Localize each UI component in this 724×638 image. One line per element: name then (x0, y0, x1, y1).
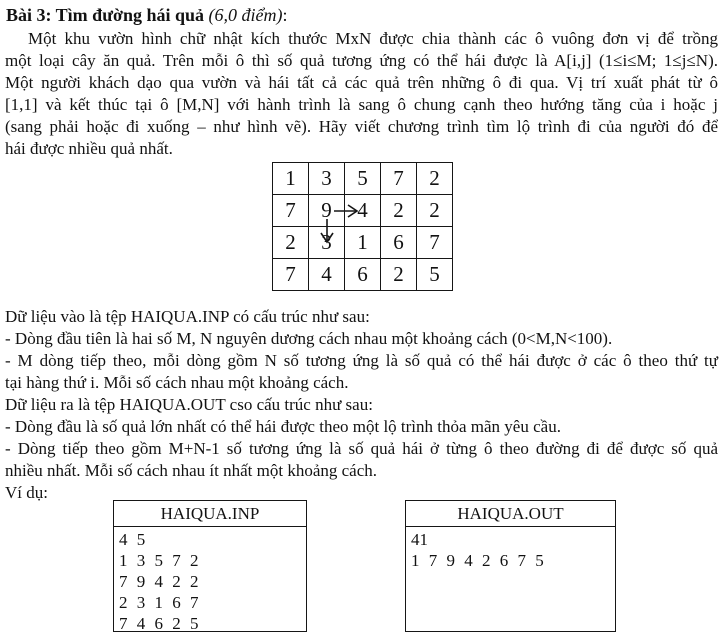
grid-cell: 2 (417, 195, 453, 227)
text-line: (sang phải hoặc đi xuống – như hình vẽ). Hãy viết chương trình tìm lộ trình đi của người đó để (5, 117, 718, 136)
grid-row (273, 195, 453, 227)
text-line: 41 (411, 530, 428, 549)
text-line: Một khu vườn hình chữ nhật kích thước MxN được chia thành các ô vuông đơn vị để trồng (28, 29, 718, 48)
grid-cell: 4 (309, 259, 345, 291)
grid-cell: 4 (345, 195, 381, 227)
out-box-title: HAIQUA.OUT (406, 501, 615, 527)
text-line: 4 5 (119, 530, 146, 549)
text-line: Dữ liệu ra là tệp HAIQUA.OUT cso cấu trúc như sau: (5, 395, 373, 414)
grid-row (273, 259, 453, 291)
text-line: 1 7 9 4 2 6 7 5 (411, 551, 544, 570)
title-bold-text: Bài 3: Tìm đường hái quả (6, 5, 209, 25)
text-line: - Dòng đầu tiên là hai số M, N nguyên dương cách nhau một khoảng cách (0<M,N<100). (5, 329, 613, 348)
out-box (405, 500, 616, 632)
grid-cell: 3 (309, 163, 345, 195)
text-line: - Dòng tiếp theo gồm M+N-1 số tương ứng là số quả hái ở từng ô theo đường đi để được số quả (5, 439, 718, 458)
text-line: 7 9 4 2 2 (119, 572, 199, 591)
grid-row (273, 227, 453, 259)
text-line: một loại cây ăn quả. Trên mỗi ô thì số quả tương ứng có thể hái được là A[i,j] (1≤i≤M; 1≤j≤N). (5, 51, 718, 70)
fruit-grid-figure (272, 162, 456, 294)
grid-cell: 7 (273, 259, 309, 291)
grid-cell: 2 (381, 259, 417, 291)
grid-cell: 2 (273, 227, 309, 259)
page-title (6, 5, 288, 26)
grid-cell: 2 (417, 163, 453, 195)
grid-cell: 1 (273, 163, 309, 195)
text-line: [1,1] và kết thúc tại ô [M,N] với hành trình là sang ô chung cạnh theo hướng tăng của i hoặc j (5, 95, 718, 114)
inp-box (113, 500, 307, 632)
text-line: hái được nhiều quả nhất. (5, 139, 173, 158)
grid-cell: 7 (417, 227, 453, 259)
grid-cell: 5 (417, 259, 453, 291)
grid-cell: 9 (309, 195, 345, 227)
text-line: 2 3 1 6 7 (119, 593, 199, 612)
inp-box-title: HAIQUA.INP (114, 501, 306, 527)
text-line: Dữ liệu vào là tệp HAIQUA.INP có cấu trúc như sau: (5, 307, 370, 326)
grid-cell: 6 (381, 227, 417, 259)
grid-cell: 1 (345, 227, 381, 259)
text-line: - Dòng đầu là số quả lớn nhất có thể hái được theo một lộ trình thỏa mãn yêu cầu. (5, 417, 561, 436)
text-line: 7 4 6 2 5 (119, 614, 199, 633)
text-line: tại hàng thứ i. Mỗi số cách nhau một khoảng cách. (5, 373, 349, 392)
grid-cell: 2 (381, 195, 417, 227)
intro-paragraph (5, 28, 718, 160)
io-description (5, 306, 718, 504)
title-italic-text: (6,0 điểm) (208, 5, 283, 25)
text-line: Ví dụ: (5, 483, 48, 502)
grid-cell: 6 (345, 259, 381, 291)
grid-cell: 5 (345, 163, 381, 195)
text-line: Một người khách dạo qua vườn và hái tất cả các quả trên những ô đi qua. Vị trí xuất phát từ ô (5, 73, 718, 92)
text-line: - M dòng tiếp theo, mỗi dòng gồm N số tương ứng là số quả có thể hái được ở các ô theo thứ tự (5, 351, 718, 370)
text-line: nhiều nhất. Mỗi số cách nhau ít nhất một khoảng cách. (5, 461, 378, 480)
out-box-body (406, 527, 615, 573)
inp-box-body (114, 527, 306, 636)
grid-cell: 3 (309, 227, 345, 259)
title-suffix: : (282, 5, 288, 25)
grid-row (273, 163, 453, 195)
grid-cell: 7 (273, 195, 309, 227)
grid-cell: 7 (381, 163, 417, 195)
grid-table (272, 162, 453, 291)
text-line: 1 3 5 7 2 (119, 551, 199, 570)
